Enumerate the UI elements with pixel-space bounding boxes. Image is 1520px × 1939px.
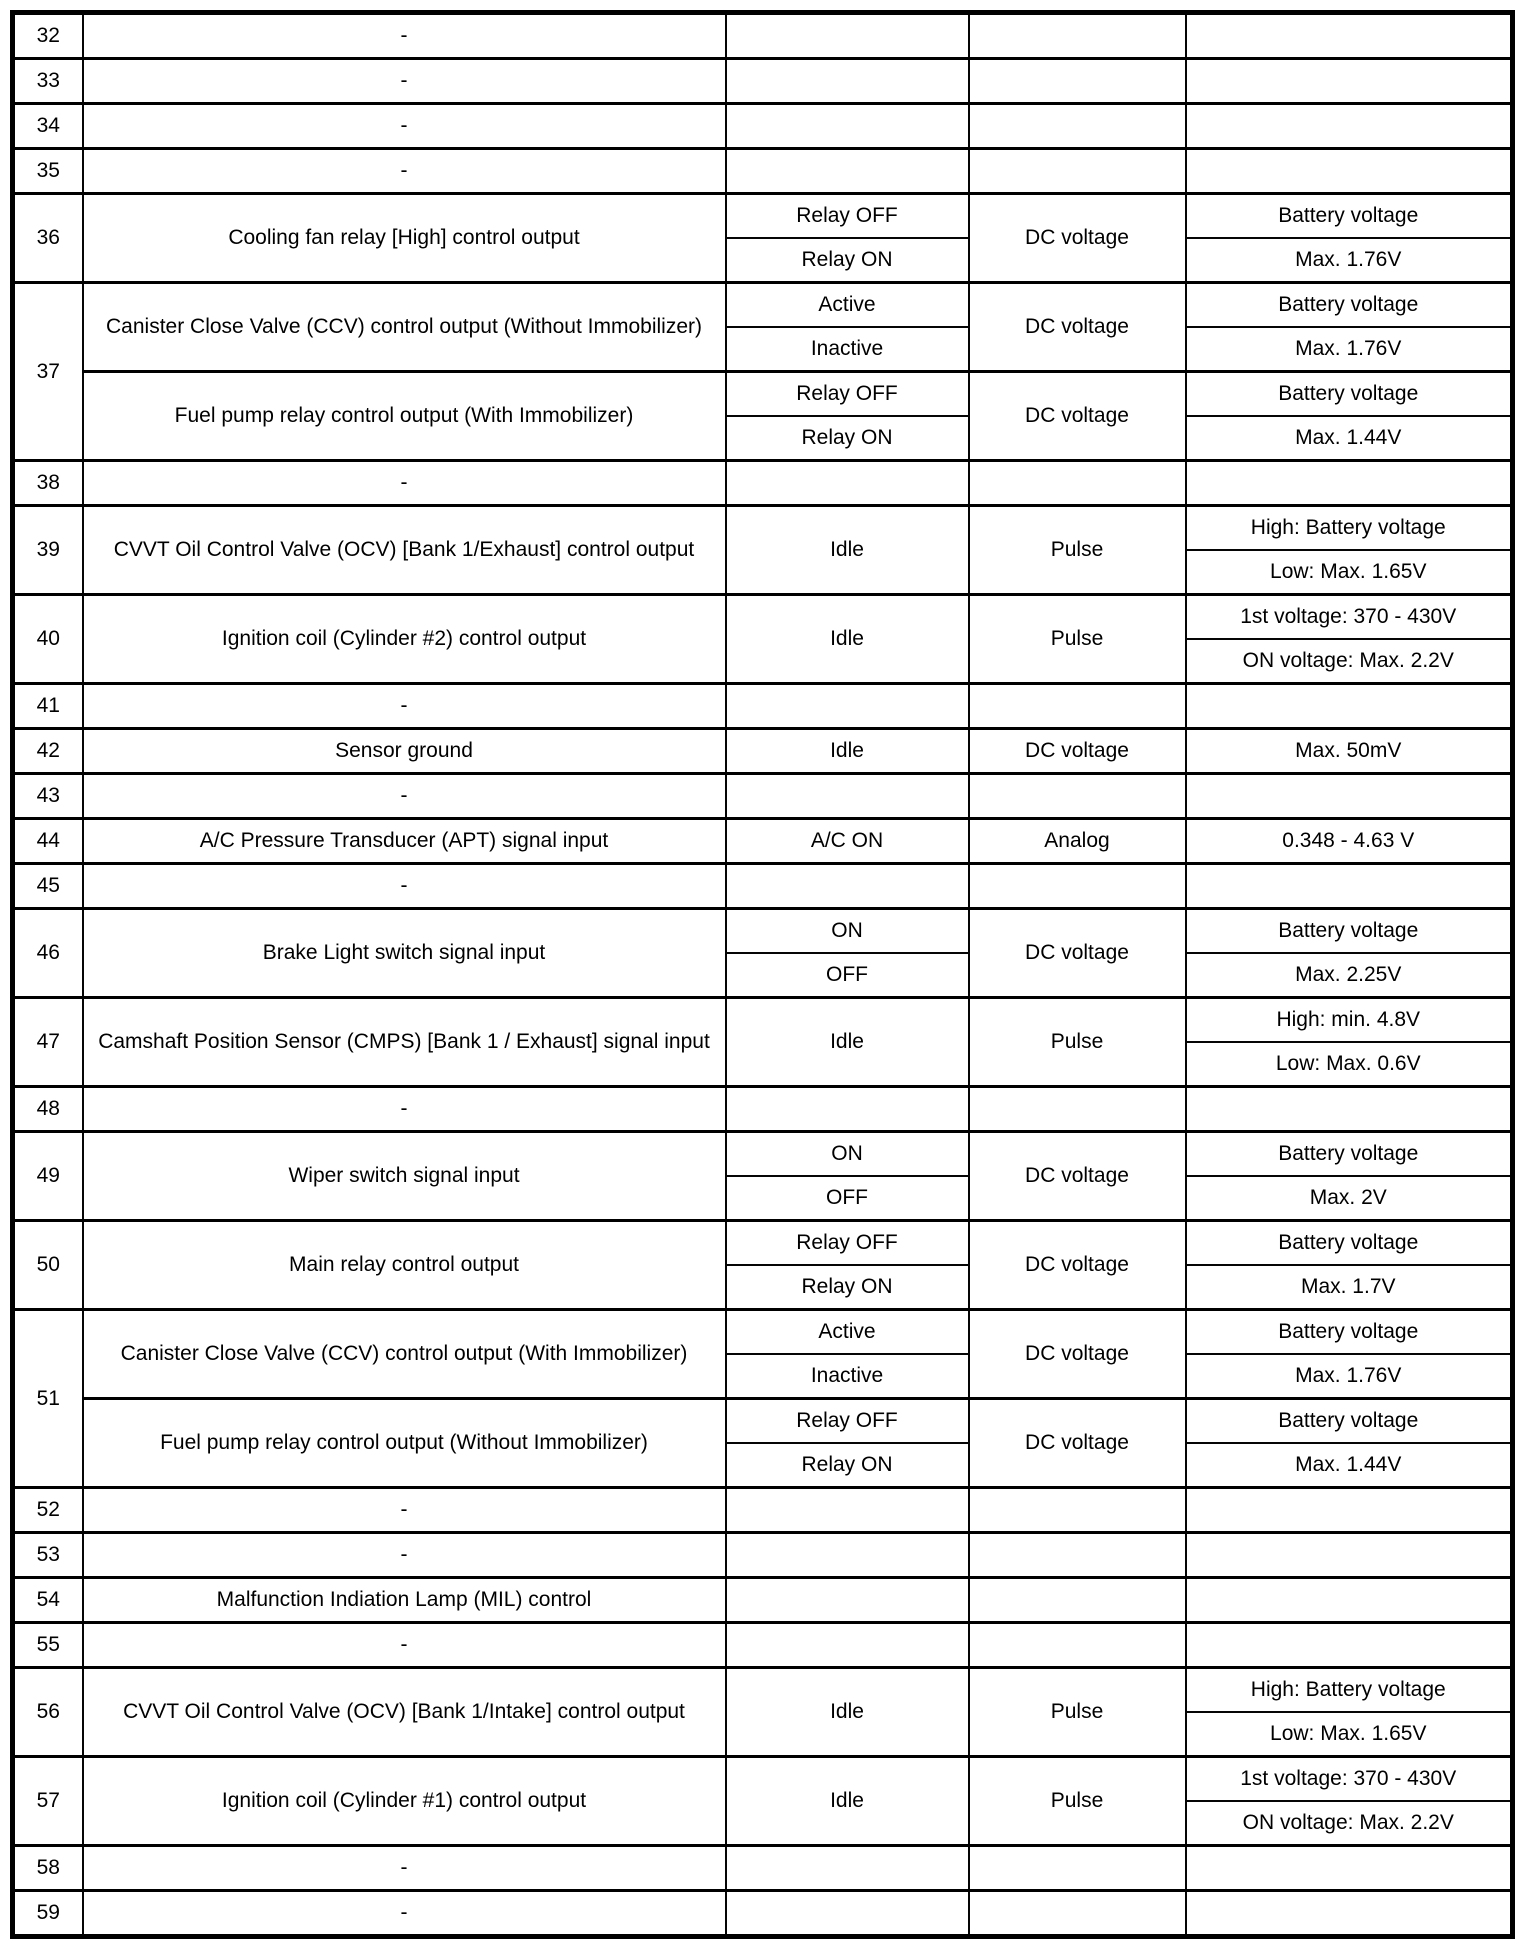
table-row xyxy=(13,1310,1513,1355)
type-cell: Pulse xyxy=(969,595,1186,684)
condition-cell: ON xyxy=(726,1132,969,1177)
table-row xyxy=(13,1846,1513,1891)
description-cell: - xyxy=(83,1087,726,1132)
description-cell: Fuel pump relay control output (With Immobilizer) xyxy=(83,372,726,461)
table-row xyxy=(13,149,1513,194)
condition-cell: Idle xyxy=(726,1668,969,1757)
pin-cell: 51 xyxy=(13,1310,83,1488)
pin-cell: 49 xyxy=(13,1132,83,1221)
description-cell: Camshaft Position Sensor (CMPS) [Bank 1 / Exhaust] signal input xyxy=(83,998,726,1087)
description-cell: - xyxy=(83,13,726,59)
description-cell: Wiper switch signal input xyxy=(83,1132,726,1221)
pin-cell: 47 xyxy=(13,998,83,1087)
pin-cell: 48 xyxy=(13,1087,83,1132)
type-cell: DC voltage xyxy=(969,372,1186,461)
pin-cell: 32 xyxy=(13,13,83,59)
pin-cell: 42 xyxy=(13,729,83,774)
condition-cell: Active xyxy=(726,1310,969,1355)
level-cell: Battery voltage xyxy=(1186,1132,1513,1177)
type-cell: DC voltage xyxy=(969,283,1186,372)
table-row xyxy=(13,998,1513,1043)
condition-cell: Inactive xyxy=(726,327,969,372)
pin-cell: 39 xyxy=(13,506,83,595)
table-row xyxy=(13,595,1513,640)
table-row xyxy=(13,1891,1513,1937)
table-row xyxy=(13,864,1513,909)
pin-cell: 35 xyxy=(13,149,83,194)
description-cell: - xyxy=(83,1891,726,1937)
condition-cell xyxy=(726,1488,969,1533)
pin-cell: 43 xyxy=(13,774,83,819)
level-cell: Battery voltage xyxy=(1186,909,1513,954)
type-cell: DC voltage xyxy=(969,194,1186,283)
type-cell xyxy=(969,461,1186,506)
condition-cell: Idle xyxy=(726,595,969,684)
condition-cell: Active xyxy=(726,283,969,328)
type-cell: Pulse xyxy=(969,1668,1186,1757)
description-cell: - xyxy=(83,1623,726,1668)
description-cell: Canister Close Valve (CCV) control output (Without Immobilizer) xyxy=(83,283,726,372)
condition-cell: A/C ON xyxy=(726,819,969,864)
table-row xyxy=(13,1221,1513,1266)
pin-cell: 44 xyxy=(13,819,83,864)
condition-cell xyxy=(726,59,969,104)
type-cell xyxy=(969,1623,1186,1668)
pin-cell: 53 xyxy=(13,1533,83,1578)
level-cell: Low: Max. 1.65V xyxy=(1186,1712,1513,1757)
level-cell: Battery voltage xyxy=(1186,1399,1513,1444)
description-cell: Canister Close Valve (CCV) control output (With Immobilizer) xyxy=(83,1310,726,1399)
level-cell: Max. 1.76V xyxy=(1186,327,1513,372)
type-cell xyxy=(969,1488,1186,1533)
condition-cell: Relay OFF xyxy=(726,1221,969,1266)
type-cell: DC voltage xyxy=(969,1221,1186,1310)
type-cell xyxy=(969,149,1186,194)
condition-cell xyxy=(726,1533,969,1578)
description-cell: CVVT Oil Control Valve (OCV) [Bank 1/Exhaust] control output xyxy=(83,506,726,595)
condition-cell xyxy=(726,1623,969,1668)
description-cell: - xyxy=(83,461,726,506)
condition-cell xyxy=(726,684,969,729)
level-cell: 1st voltage: 370 - 430V xyxy=(1186,1757,1513,1802)
type-cell xyxy=(969,1087,1186,1132)
type-cell: DC voltage xyxy=(969,909,1186,998)
description-cell: - xyxy=(83,149,726,194)
description-cell: CVVT Oil Control Valve (OCV) [Bank 1/Intake] control output xyxy=(83,1668,726,1757)
description-cell: - xyxy=(83,774,726,819)
description-cell: Ignition coil (Cylinder #2) control output xyxy=(83,595,726,684)
type-cell xyxy=(969,13,1186,59)
type-cell xyxy=(969,59,1186,104)
pin-cell: 57 xyxy=(13,1757,83,1846)
table-row xyxy=(13,104,1513,149)
condition-cell: ON xyxy=(726,909,969,954)
condition-cell: Relay OFF xyxy=(726,194,969,239)
condition-cell xyxy=(726,149,969,194)
description-cell: - xyxy=(83,1488,726,1533)
pin-cell: 46 xyxy=(13,909,83,998)
description-cell: - xyxy=(83,1846,726,1891)
table-row xyxy=(13,819,1513,864)
level-cell xyxy=(1186,1533,1513,1578)
condition-cell xyxy=(726,864,969,909)
type-cell xyxy=(969,104,1186,149)
type-cell: DC voltage xyxy=(969,1310,1186,1399)
table-row xyxy=(13,909,1513,954)
table-row xyxy=(13,194,1513,239)
condition-cell: Relay ON xyxy=(726,1265,969,1310)
level-cell xyxy=(1186,1891,1513,1937)
pin-cell: 55 xyxy=(13,1623,83,1668)
table-row xyxy=(13,729,1513,774)
table-row xyxy=(13,1533,1513,1578)
condition-cell xyxy=(726,774,969,819)
table-row xyxy=(13,1132,1513,1177)
condition-cell xyxy=(726,1087,969,1132)
pin-cell: 40 xyxy=(13,595,83,684)
condition-cell: Idle xyxy=(726,729,969,774)
type-cell: DC voltage xyxy=(969,729,1186,774)
condition-cell xyxy=(726,13,969,59)
pin-cell: 36 xyxy=(13,194,83,283)
description-cell: Sensor ground xyxy=(83,729,726,774)
condition-cell xyxy=(726,1846,969,1891)
pin-cell: 41 xyxy=(13,684,83,729)
condition-cell: Idle xyxy=(726,998,969,1087)
table-row xyxy=(13,1488,1513,1533)
pin-cell: 50 xyxy=(13,1221,83,1310)
level-cell: High: min. 4.8V xyxy=(1186,998,1513,1043)
description-cell: - xyxy=(83,59,726,104)
level-cell xyxy=(1186,1087,1513,1132)
condition-cell: Relay ON xyxy=(726,416,969,461)
type-cell xyxy=(969,1846,1186,1891)
table-row xyxy=(13,461,1513,506)
table-row xyxy=(13,774,1513,819)
type-cell xyxy=(969,684,1186,729)
description-cell: Main relay control output xyxy=(83,1221,726,1310)
level-cell: Max. 2.25V xyxy=(1186,953,1513,998)
description-cell: Fuel pump relay control output (Without Immobilizer) xyxy=(83,1399,726,1488)
condition-cell xyxy=(726,104,969,149)
level-cell xyxy=(1186,1578,1513,1623)
level-cell: Max. 1.44V xyxy=(1186,416,1513,461)
level-cell: Max. 1.76V xyxy=(1186,1354,1513,1399)
condition-cell xyxy=(726,461,969,506)
level-cell: 0.348 - 4.63 V xyxy=(1186,819,1513,864)
condition-cell: Relay ON xyxy=(726,238,969,283)
pin-cell: 38 xyxy=(13,461,83,506)
description-cell: Cooling fan relay [High] control output xyxy=(83,194,726,283)
condition-cell: Relay OFF xyxy=(726,372,969,417)
condition-cell: Idle xyxy=(726,1757,969,1846)
level-cell: Battery voltage xyxy=(1186,1310,1513,1355)
type-cell xyxy=(969,864,1186,909)
condition-cell: OFF xyxy=(726,1176,969,1221)
description-cell: A/C Pressure Transducer (APT) signal input xyxy=(83,819,726,864)
condition-cell: Relay OFF xyxy=(726,1399,969,1444)
description-cell: - xyxy=(83,864,726,909)
type-cell: DC voltage xyxy=(969,1399,1186,1488)
table-row xyxy=(13,1757,1513,1802)
type-cell xyxy=(969,774,1186,819)
pin-table xyxy=(10,10,1515,1939)
table-row xyxy=(13,59,1513,104)
condition-cell: Relay ON xyxy=(726,1443,969,1488)
condition-cell: Idle xyxy=(726,506,969,595)
level-cell: Max. 1.7V xyxy=(1186,1265,1513,1310)
condition-cell xyxy=(726,1891,969,1937)
type-cell: Pulse xyxy=(969,506,1186,595)
pin-cell: 33 xyxy=(13,59,83,104)
table-subrow xyxy=(13,1399,1513,1444)
pin-cell: 37 xyxy=(13,283,83,461)
level-cell xyxy=(1186,864,1513,909)
table-row xyxy=(13,684,1513,729)
type-cell: Pulse xyxy=(969,998,1186,1087)
level-cell xyxy=(1186,1846,1513,1891)
level-cell xyxy=(1186,461,1513,506)
description-cell: - xyxy=(83,684,726,729)
level-cell: 1st voltage: 370 - 430V xyxy=(1186,595,1513,640)
table-row xyxy=(13,283,1513,328)
description-cell: Ignition coil (Cylinder #1) control output xyxy=(83,1757,726,1846)
type-cell xyxy=(969,1578,1186,1623)
pin-cell: 34 xyxy=(13,104,83,149)
description-cell: - xyxy=(83,104,726,149)
level-cell: High: Battery voltage xyxy=(1186,1668,1513,1713)
level-cell xyxy=(1186,1623,1513,1668)
table-row xyxy=(13,1578,1513,1623)
type-cell: DC voltage xyxy=(969,1132,1186,1221)
level-cell xyxy=(1186,774,1513,819)
condition-cell: OFF xyxy=(726,953,969,998)
level-cell: Battery voltage xyxy=(1186,372,1513,417)
level-cell: Battery voltage xyxy=(1186,194,1513,239)
pin-cell: 56 xyxy=(13,1668,83,1757)
level-cell xyxy=(1186,149,1513,194)
type-cell xyxy=(969,1533,1186,1578)
table-subrow xyxy=(13,372,1513,417)
level-cell xyxy=(1186,59,1513,104)
type-cell: Pulse xyxy=(969,1757,1186,1846)
level-cell: Max. 1.44V xyxy=(1186,1443,1513,1488)
condition-cell: Inactive xyxy=(726,1354,969,1399)
level-cell xyxy=(1186,13,1513,59)
type-cell xyxy=(969,1891,1186,1937)
level-cell: Battery voltage xyxy=(1186,283,1513,328)
level-cell: Low: Max. 0.6V xyxy=(1186,1042,1513,1087)
description-cell: Brake Light switch signal input xyxy=(83,909,726,998)
level-cell: Max. 1.76V xyxy=(1186,238,1513,283)
table-row xyxy=(13,1668,1513,1713)
type-cell: Analog xyxy=(969,819,1186,864)
condition-cell xyxy=(726,1578,969,1623)
description-cell: - xyxy=(83,1533,726,1578)
level-cell xyxy=(1186,684,1513,729)
pin-cell: 54 xyxy=(13,1578,83,1623)
level-cell: Low: Max. 1.65V xyxy=(1186,550,1513,595)
table-row xyxy=(13,1623,1513,1668)
level-cell: Battery voltage xyxy=(1186,1221,1513,1266)
level-cell: Max. 50mV xyxy=(1186,729,1513,774)
level-cell: Max. 2V xyxy=(1186,1176,1513,1221)
level-cell: ON voltage: Max. 2.2V xyxy=(1186,639,1513,684)
level-cell xyxy=(1186,104,1513,149)
level-cell: ON voltage: Max. 2.2V xyxy=(1186,1801,1513,1846)
level-cell: High: Battery voltage xyxy=(1186,506,1513,551)
pin-cell: 58 xyxy=(13,1846,83,1891)
pin-cell: 59 xyxy=(13,1891,83,1937)
pin-cell: 45 xyxy=(13,864,83,909)
pin-table-body xyxy=(13,13,1513,1937)
table-row xyxy=(13,506,1513,551)
pin-cell: 52 xyxy=(13,1488,83,1533)
table-row xyxy=(13,1087,1513,1132)
description-cell: Malfunction Indiation Lamp (MIL) control xyxy=(83,1578,726,1623)
level-cell xyxy=(1186,1488,1513,1533)
table-row xyxy=(13,13,1513,59)
